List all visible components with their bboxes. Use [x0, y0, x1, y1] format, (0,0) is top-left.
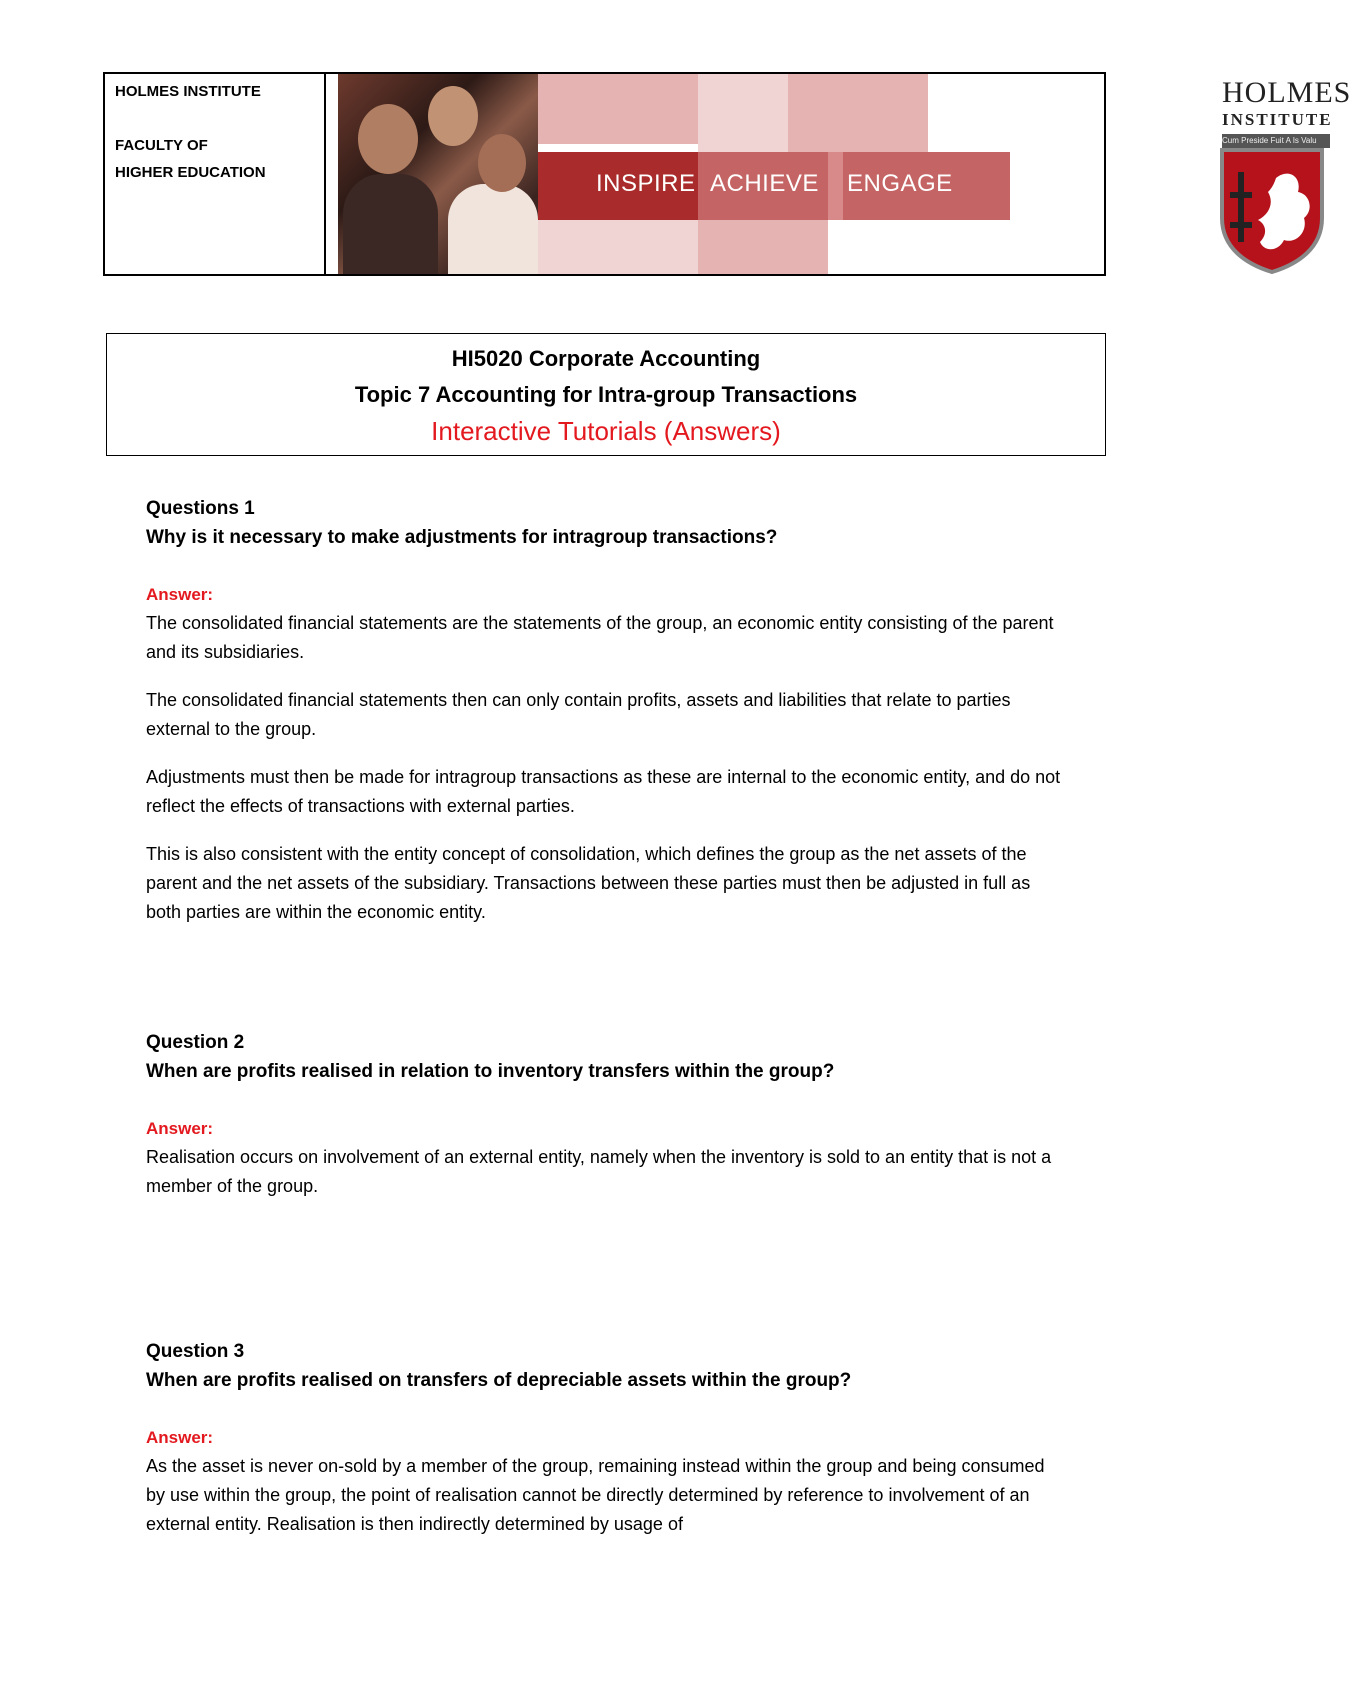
question-number: Questions 1 [146, 498, 255, 519]
answer-label: Answer: [146, 585, 214, 604]
faculty-line-2: HIGHER EDUCATION [115, 164, 266, 181]
answer-paragraph: The consolidated financial statements then can only contain profits, assets and liabilities that relate to parties external to the group. [146, 690, 1011, 739]
banner-word-inspire: INSPIRE [596, 170, 696, 197]
question-number: Question 2 [146, 1032, 245, 1053]
answer-paragraph: Realisation occurs on involvement of an external entity, namely when the inventory is sold to an entity that is not a member of the group. [146, 1147, 1052, 1196]
tutorial-subtitle: Interactive Tutorials (Answers) [431, 416, 781, 446]
banner [328, 74, 1351, 274]
holmes-logo [1218, 74, 1351, 274]
title-box [106, 333, 1106, 456]
question-1 [146, 494, 1066, 946]
banner-block [698, 220, 828, 274]
course-title: HI5020 Corporate Accounting [451, 346, 761, 371]
faculty-line-1: FACULTY OF [115, 137, 208, 154]
question-2 [146, 1028, 1066, 1220]
question-text: Why is it necessary to make adjustments for intragroup transactions? [146, 527, 778, 548]
answer-paragraph: As the asset is never on-sold by a member of the group, remaining instead within the group and being consumed by use within the group, the point of realisation cannot be directly determined by reference to involvement of an external entity. Realisation is then indirectly determined by usage of [146, 1456, 1045, 1534]
question-text: When are profits realised in relation to inventory transfers within the group? [146, 1061, 835, 1082]
answer-label: Answer: [146, 1119, 214, 1138]
question-number: Question 3 [146, 1341, 245, 1362]
logo-word-2: INSTITUTE [1222, 110, 1333, 129]
banner-block [828, 152, 843, 220]
institute-cell [105, 74, 326, 274]
logo-motto: Cum Preside Fuit A Is Valu [1222, 134, 1330, 148]
answer-label: Answer: [146, 1428, 214, 1447]
institute-name: HOLMES INSTITUTE [115, 83, 261, 100]
banner-block [538, 220, 698, 274]
answer-paragraph: The consolidated financial statements are the statements of the group, an economic entity consisting of the parent and its subsidiaries. [146, 613, 1054, 662]
banner-block [788, 74, 928, 154]
logo-word-1: HOLMES [1222, 76, 1351, 109]
banner-word-engage: ENGAGE [847, 170, 953, 197]
shield-icon [1218, 148, 1326, 274]
banner-block [698, 74, 788, 154]
topic-title: Topic 7 Accounting for Intra-group Transactions [354, 382, 858, 407]
question-text: When are profits realised on transfers of depreciable assets within the group? [146, 1370, 852, 1391]
banner-photo [338, 74, 538, 274]
question-3 [146, 1337, 1066, 1558]
banner-word-achieve: ACHIEVE [710, 170, 819, 197]
header-table [103, 72, 1351, 276]
answer-paragraph: This is also consistent with the entity concept of consolidation, which defines the group as the net assets of the parent and the net assets of the subsidiary. Transactions between these parties must then be adjusted in full as both parties are within the economic entity. [146, 844, 1031, 922]
answer-paragraph: Adjustments must then be made for intragroup transactions as these are internal to the economic entity, and do not reflect the effects of transactions with external parties. [146, 767, 1061, 816]
banner-block [538, 74, 698, 144]
